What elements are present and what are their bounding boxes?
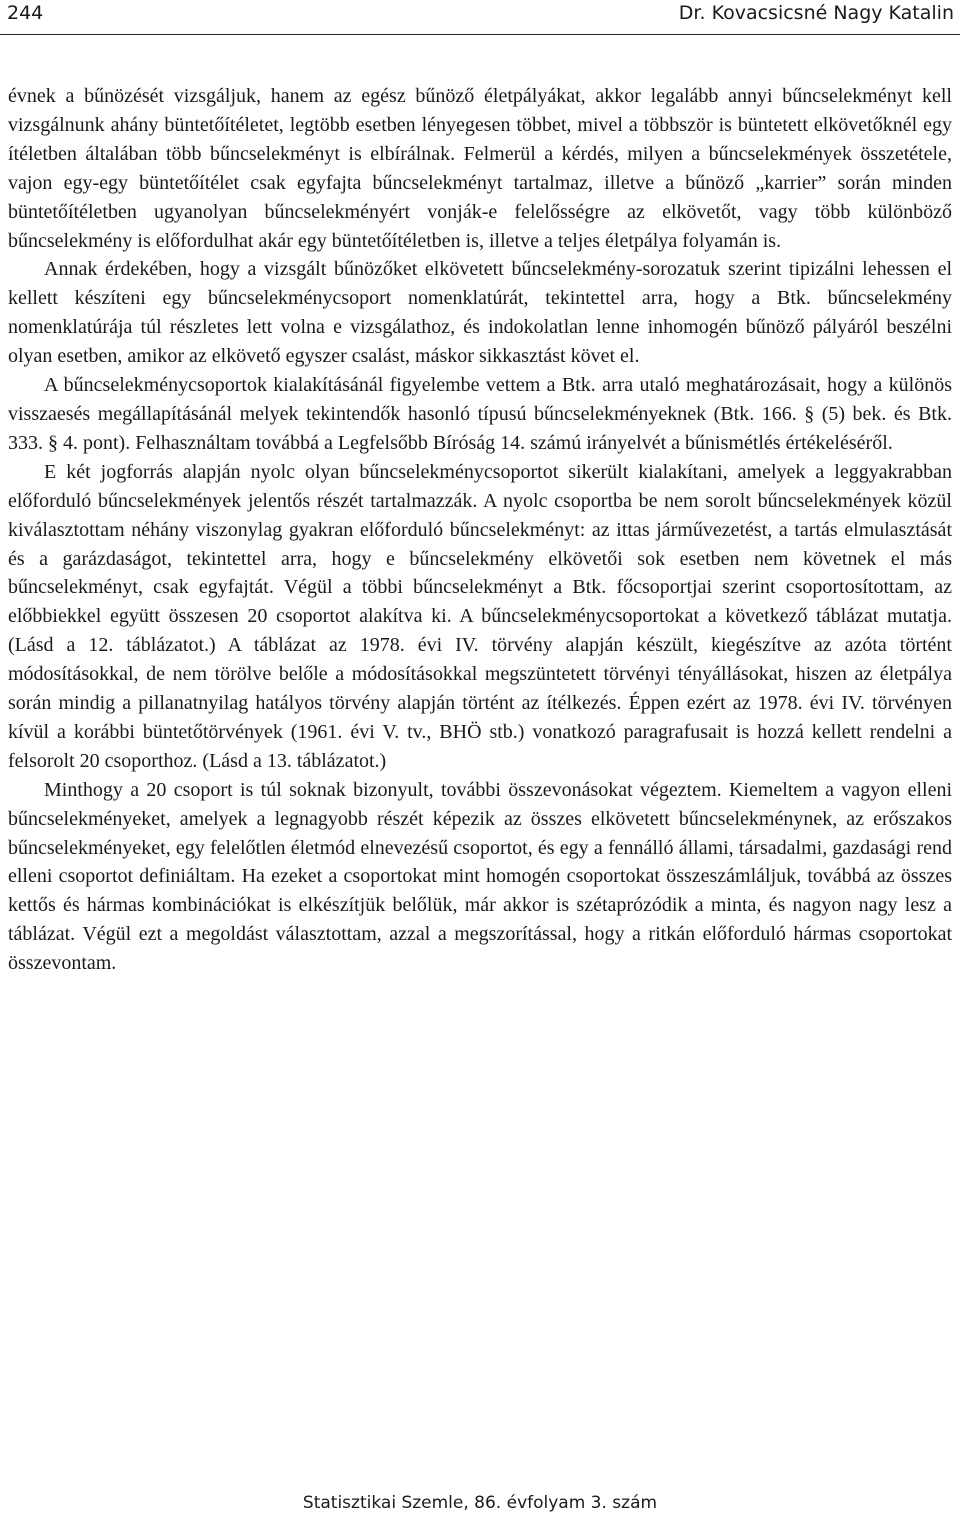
paragraph-3: A bűncselekménycsoportok kialakításánál figyelembe vettem a Btk. arra utaló meghatározásait, hogy a különös visszaesés megállapításánál melyek tekintendők hasonló típusú bűncselekményeknek (Btk. 166. § (5) bek. és Btk. 333. § 4. pont). Felhasználtam továbbá a Legfelsőbb Bíróság 14. számú irányelvét a bűnismétlés értékeléséről. <box>8 374 952 454</box>
journal-footer: Statisztikai Szemle, 86. évfolyam 3. szám <box>302 1493 658 1513</box>
running-author: Dr. Kovacsicsné Nagy Katalin <box>678 2 954 24</box>
paragraph-2: Annak érdekében, hogy a vizsgált bűnözőket elkövetett bűncselekmény-sorozatuk szerint tipizálni lehessen el kellett készíteni egy bűncselekménycsoport nomenklatúrát, tekintettel arra, hogy a Btk. bűncselekmény nomenklatúrája túl részletes lett volna e vizsgálathoz, és indokolatlan lenne inhomogén bűnöző pályáról beszélni olyan esetben, amikor az elkövető egyszer csalást, máskor sikkasztást követ el. <box>8 258 952 368</box>
running-header <box>0 0 960 35</box>
paragraph-5: Minthogy a 20 csoport is túl soknak bizonyult, további összevonásokat végeztem. Kiemeltem a vagyon elleni bűncselekményeket, amelyek a legnagyobb részét képezik az összes elkövetett bűncselekménynek, az erőszakos bűncselekményeket, egy felelőtlen életmód elnevezésű csoportot, és egy a fennálló állami, társadalmi, gazdasági rend elleni csoportot definiáltam. Ha ezeket a csoportokat mint homogén csoportokat összeszámláljuk, továbbá az összes kettős és hármas kombinációkat is elkészítjük belőlük, már akkor is szétaprózódik a minta, és nagyon nagy lesz a táblázat. Végül ezt a megoldást választottam, azzal a megszorítással, hogy a ritkán előforduló hármas csoportokat összevontam. <box>8 778 952 975</box>
page-number: 244 <box>7 2 44 24</box>
article-body <box>8 82 952 978</box>
paragraph-4: E két jogforrás alapján nyolc olyan bűncselekménycsoportot sikerült kialakítani, amelyek a leggyakrabban előforduló bűncselekmények jelentős részét tartalmazzák. A nyolc csoportba be nem sorolt bűncselekmények közül kiválasztottam néhány viszonylag gyakran előforduló bűncselekményt: az ittas járművezetést, a tartás elmulasztását és a garázdaságot, tekintettel arra, hogy e bűncselekmény elkövetői sok esetben nem követnek el más bűncselekményt, csak egyfajtát. Végül a többi bűncselekményt a Btk. főcsoportjai szerint csoportosítottam, az előbbiekkel együtt összesen 20 csoportot alakítva ki. A bűncselekménycsoportokat a következő táblázat mutatja. (Lásd a 12. táblázatot.) A táblázat az 1978. évi IV. törvény alapján készült, kiegészítve az azóta történt módosításokkal, de nem törölve belőle a módosításokkal megszüntetett törvényi tényállásokat, hiszen az életpálya során mindig a pillanatnyilag hatályos törvény alapján történt az ítélkezés. Éppen ezért az 1978. évi IV. törvényen kívül a korábbi büntetőtörvények (1961. évi V. tv., BHÖ stb.) vonatkozó paragrafusait is hozzá kellett rendelni a felsorolt 20 csoporthoz. (Lásd a 13. táblázatot.) <box>8 460 952 772</box>
paragraph-1: évnek a bűnözését vizsgáljuk, hanem az egész bűnöző életpályákat, akkor legalább annyi bűncselekményt kell vizsgálnunk ahány büntetőítéletet, legtöbb esetben lényegesen többet, mivel a többször is büntetett elkövetőknél egy ítéletben általában több bűncselekményt is elbírálnak. Felmerül a kérdés, milyen a bűncselekmények összetétele, vajon egy-egy büntetőítélet csak egyfajta bűncselekményt tartalmaz, illetve a bűnöző „karrier” során minden büntetőítéletben ugyanolyan bűncselekményért vonják-e felelősségre az elkövetőt, vagy több különböző bűncselekmény is előfordulhat akár egy büntetőítéletben is, illetve a teljes életpálya folyamán is. <box>8 85 952 252</box>
